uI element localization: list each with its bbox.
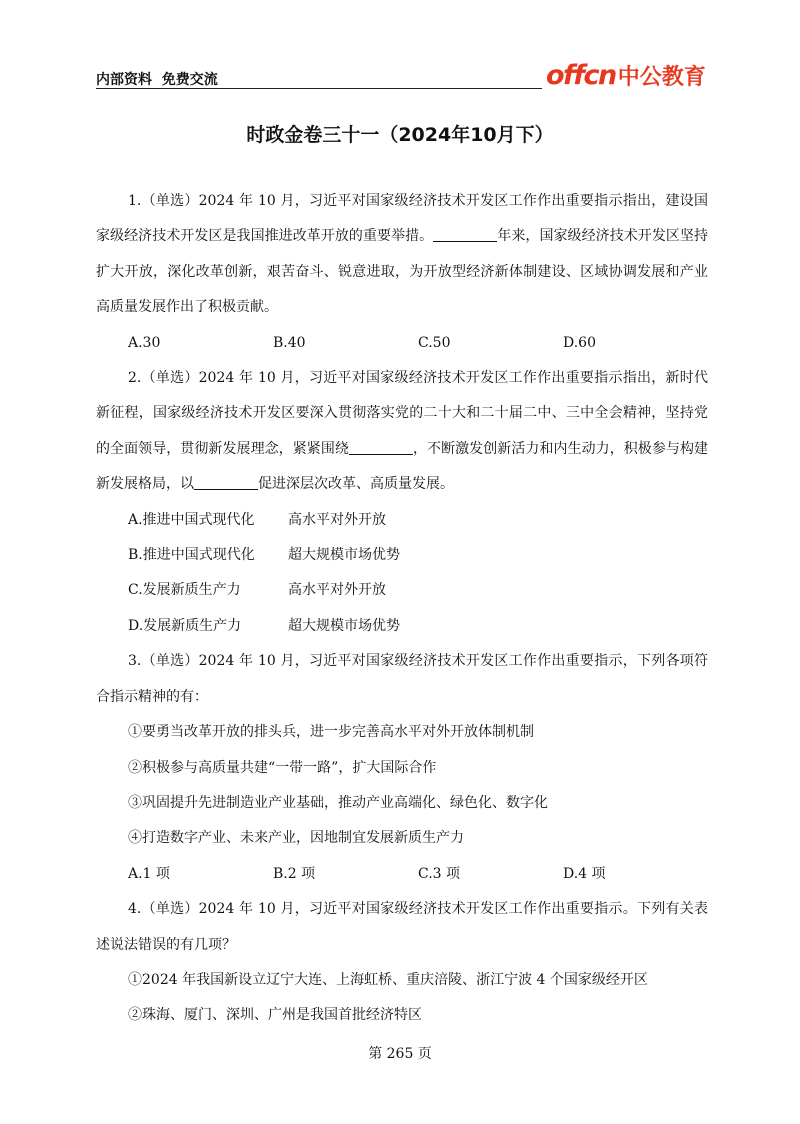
logo-en-text: offcn [546, 60, 616, 91]
question-1-options [96, 326, 708, 361]
question-4 [96, 892, 708, 1034]
answer-blank [349, 440, 413, 455]
question-3-options [96, 857, 708, 892]
option-c: C.3 项 [418, 865, 461, 882]
option-a: A.推进中国式现代化 高水平对外开放 [128, 511, 386, 528]
option-b: B.2 项 [273, 865, 316, 882]
offcn-logo [546, 60, 706, 94]
page-number: 第 265 页 [368, 1046, 432, 1062]
option-d: D.发展新质生产力 超大规模市场优势 [128, 617, 400, 634]
answer-blank [194, 475, 258, 490]
page-title: 时政金卷三十一（2024年10月下） [246, 124, 554, 146]
option-c: C.发展新质生产力 高水平对外开放 [128, 582, 386, 599]
option-a: A.30 [128, 334, 161, 351]
logo-cn-text: 中公教育 [617, 65, 706, 90]
list-item: ①2024 年我国新设立辽宁大连、上海虹桥、重庆涪陵、浙江宁波 4 个国家级经开区 [128, 971, 648, 988]
question-3 [96, 644, 708, 892]
header-rule [96, 88, 542, 89]
list-item: ②积极参与高质量共建“一带一路”，扩大国际合作 [128, 759, 437, 776]
option-a: A.1 项 [128, 865, 170, 882]
question-1 [96, 184, 708, 361]
option-b: B.40 [273, 334, 306, 351]
header-left-text: 内部资料 免费交流 [96, 72, 218, 88]
option-b: B.推进中国式现代化 超大规模市场优势 [128, 547, 400, 564]
question-list [96, 184, 708, 1034]
option-d: D.60 [563, 334, 596, 351]
question-4-stem: 4.（单选）2024 年 10 月，习近平对国家级经济技术开发区工作作出重要指示。下列有关表述说法错误的有几项？ [96, 901, 709, 953]
question-1-stem: 1.（单选）2024 年 10 月，习近平对国家级经济技术开发区工作作出重要指示指出，建设国家级经济技术开发区是我国推进改革开放的重要举措。 年来，国家级经济技术开发区坚持扩大开放，深化改革创新，艰苦奋斗、锐意进取，为开放型经济新体制建设、区域协调发展和产业高质量发展作出了积极贡献。 [96, 193, 709, 316]
question-2 [96, 361, 708, 644]
question-2-stem: 2.（单选）2024 年 10 月，习近平对国家级经济技术开发区工作作出重要指示指出，新时代新征程，国家级经济技术开发区要深入贯彻落实党的二十大和二十届二中、三中全会精神，坚持党的全面领导，贯彻新发展理念，紧紧围绕 ，不断激发创新活力和内生动力，积极参与构建新发展格局，以 促进深层次改革、高质量发展。 [96, 370, 709, 493]
list-item: ④打造数字产业、未来产业，因地制宜发展新质生产力 [128, 830, 464, 847]
answer-blank [433, 227, 497, 242]
option-c: C.50 [418, 334, 451, 351]
question-3-stem: 3.（单选）2024 年 10 月，习近平对国家级经济技术开发区工作作出重要指示，下列各项符合指示精神的有： [96, 653, 709, 705]
list-item: ②珠海、厦门、深圳、广州是我国首批经济特区 [128, 1007, 422, 1024]
list-item: ①要勇当改革开放的排头兵，进一步完善高水平对外开放体制机制 [128, 724, 534, 741]
list-item: ③巩固提升先进制造业产业基础，推动产业高端化、绿色化、数字化 [128, 794, 548, 811]
option-d: D.4 项 [563, 865, 606, 882]
